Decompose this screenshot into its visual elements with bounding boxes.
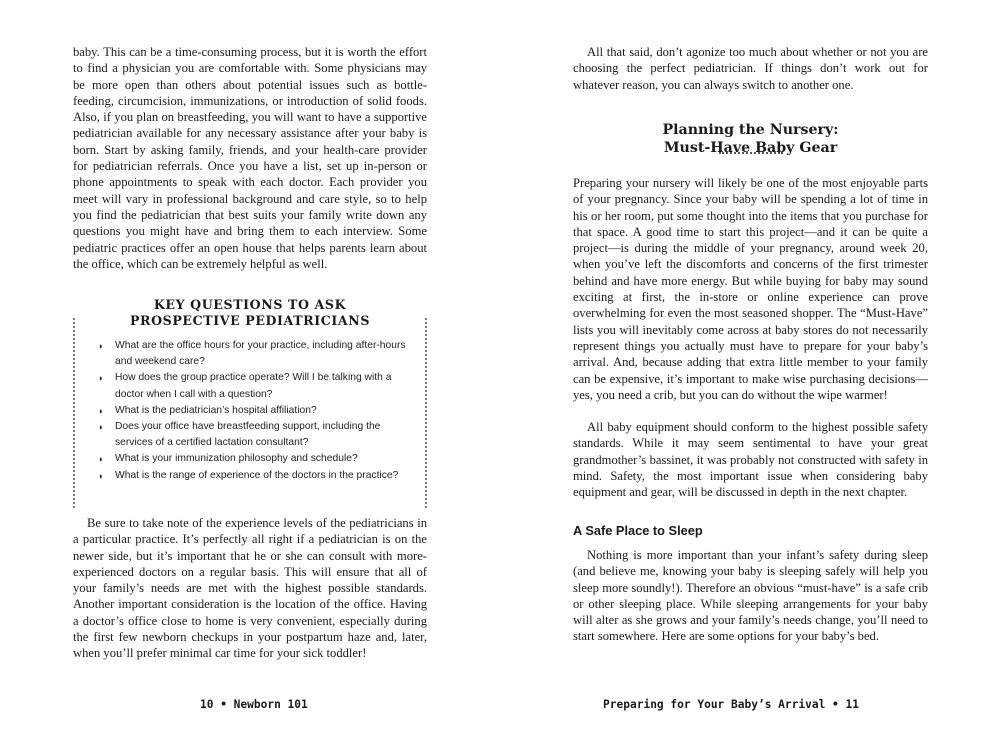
left-paragraph-1: baby. This can be a time-consuming process, but it is worth the effort to find a physician you are comfortable with. Some physicians may be more open than others about potential issues such as bottle-feeding, circumcision, immunizations, or introduction of solid foods. Also, if you plan on breastfeeding, you will want to have a supportive pediatrician available for any necessary assistance after your baby is born. Start by asking family, friends, and your health-care provider for pediatrician referrals. Once you have a list, set up in-person or phone appointments to speak with each doctor. Each provider you meet will vary in professional background and care style, so to help you find the pediatrician that best suits your family write down any questions you might have and bring them to each interview. Some pediatric practices offer an open house that helps parents learn about the office, which can be extremely helpful as well.: [73, 45, 427, 271]
section-title-line-2: Must-Have Baby Gear: [663, 140, 838, 156]
question-text: What is the pediatrician’s hospital affiliation?: [115, 404, 317, 416]
list-item: [98, 468, 418, 484]
right-paragraph-1: All that said, don’t agonize too much about whether or not you are choosing the perfect pediatrician. If things don’t work out for whatever reason, you can always switch to another one.: [573, 45, 928, 92]
left-page-footer: 10 • Newborn 101: [200, 698, 308, 711]
key-questions-title-line-2: PROSPECTIVE PEDIATRICIANS: [129, 313, 371, 328]
key-questions-title-line-1: KEY QUESTIONS TO ASK: [153, 297, 347, 312]
question-text: What is your immunization philosophy and schedule?: [115, 453, 358, 465]
question-text: What are the office hours for your practice, including after-hours and weekend care?: [115, 340, 406, 368]
right-page-footer: Preparing for Your Baby’s Arrival • 11: [603, 698, 859, 711]
list-item: [98, 451, 418, 467]
box-right-dotted-border: [425, 318, 427, 508]
right-paragraph-3: All baby equipment should conform to the highest possible safety standards. While it may seem sentimental to have your great grandmother’s bassinet, it was probably not constructed with safety in mind. Safety, the most important issue when considering baby equipment and gear, will be discussed in depth in the next chapter.: [573, 420, 928, 500]
list-item: [98, 370, 418, 402]
right-paragraph-4: Nothing is more important than your infant’s safety during sleep (and believe me, knowing your baby is sleeping safely will help you sleep more soundly!). Therefore an obvious “must-have” is a safe crib or other sleeping place. While sleeping arrangements for your baby will alter as she grows and your family’s needs change, you’ll need to start somewhere. Here are some options for your baby’s bed.: [573, 548, 928, 644]
subheading: A Safe Place to Sleep: [573, 523, 703, 538]
list-item: [98, 338, 418, 370]
question-list: [98, 338, 418, 484]
section-title-line-1: Planning the Nursery:: [662, 122, 839, 138]
bullet-icon: ◗: [98, 454, 104, 465]
bullet-icon: ◗: [98, 373, 104, 384]
bullet-icon: ◗: [98, 470, 104, 481]
section-title-dotted-rule: [719, 152, 783, 154]
box-left-dotted-border: [73, 318, 75, 508]
question-text: What is the range of experience of the doctors in the practice?: [115, 469, 399, 481]
right-paragraph-2: Preparing your nursery will likely be one of the most enjoyable parts of your pregnancy. Since your baby will be spending a lot of time in his or her room, put some thought into the items that you purchase for that space. A good time to start this project—and it can be quite a project—is during the middle of your pregnancy, around week 20, when you’ve left the discomforts and concerns of the first trimester behind and have more energy. But while buying for baby may sound exciting at first, the in-store or online experience can prove overwhelming for even the most seasoned shopper. The “Must-Have” lists you will inevitably come across at baby stores do not necessarily represent things you actually must have to prepare for your baby’s arrival. And, because adding that extra little member to your family can be expensive, it’s important to make wise purchasing decisions—yes, you need a crib, but you can do without the wipe warmer!: [573, 176, 928, 402]
left-paragraph-2: Be sure to take note of the experience levels of the pediatricians in a particular practice. It’s perfectly all right if a pediatrician is on the newer side, but it’s important that he or she can consult with more-experienced doctors on a regular basis. This will ensure that all of your family’s needs are met with the highest possible standards. Another important consideration is the location of the office. Having a doctor’s office close to home is very convenient, especially during the first few newborn checkups in your postpartum haze and, later, when you’ll prefer minimal car time for your sick toddler!: [73, 516, 427, 661]
question-text: Does your office have breastfeeding support, including the services of a certified lactation consultant?: [115, 421, 381, 449]
bullet-icon: ◗: [98, 405, 104, 416]
list-item: [98, 419, 418, 451]
bullet-icon: ◗: [98, 341, 104, 351]
question-text: How does the group practice operate? Will I be talking with a doctor when I call with a question?: [115, 372, 392, 400]
list-item: [98, 403, 418, 419]
bullet-icon: ◗: [98, 422, 104, 433]
key-questions-box: [73, 318, 427, 508]
